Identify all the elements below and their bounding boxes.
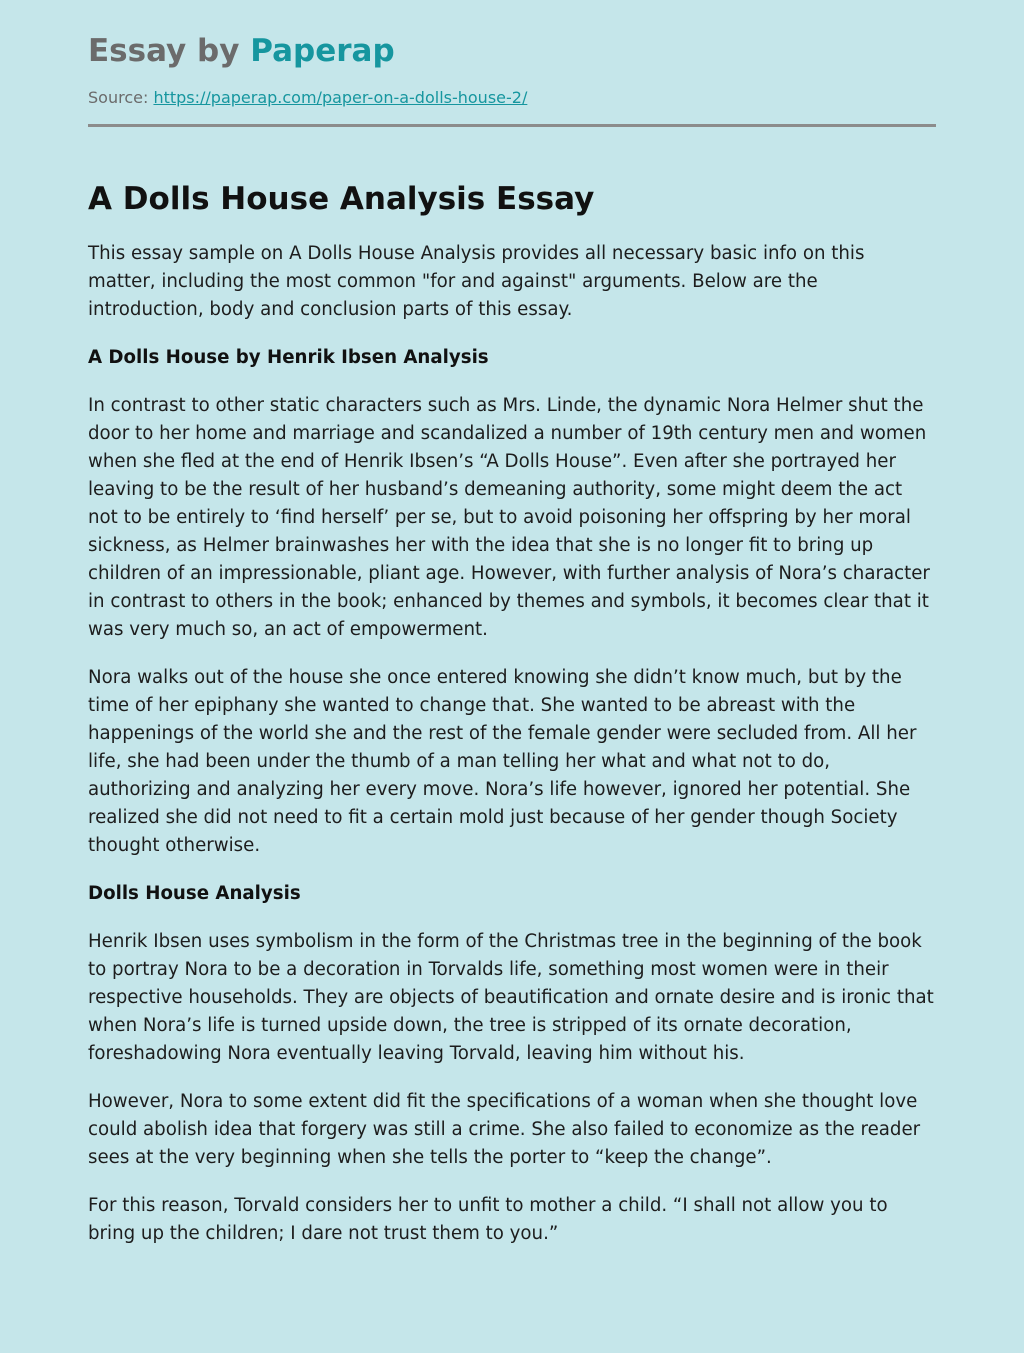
brand-name: Paperap [250,33,395,69]
source-line [88,87,936,109]
section-heading: A Dolls House by Henrik Ibsen Analysis [88,347,489,368]
body-paragraph: For this reason, Torvald considers her to unfit to mother a child. “I shall not allow you to bring up the children; I dare not trust them to you.” [88,1195,888,1244]
body-paragraph: Nora walks out of the house she once entered knowing she didn’t know much, but by the time of her epiphany she wanted to change that. She wanted to be abreast with the happenings of the world she and the rest of the female gender were secluded from. All her life, she had been under the thumb of a man telling her what and what not to do, authorizing and analyzing her every move. Nora’s life however, ignored her potential. She realized she did not need to fit a certain mold just because of her gender though Society thought otherwise. [88,667,917,856]
section-heading: Dolls House Analysis [88,883,301,904]
essay-body [88,240,936,1248]
brand-prefix: Essay by [88,33,251,69]
body-paragraph: In contrast to other static characters such as Mrs. Linde, the dynamic Nora Helmer shut the door to her home and marriage and scandalized a number of 19th century men and women when she fled at the end of Henrik Ibsen’s “A Dolls House”. Even after she portrayed her leaving to be the result of her husband’s demeaning authority, some might deem the act not to be entirely to ‘find herself’ per se, but to avoid poisoning her offspring by her moral sickness, as Helmer brainwashes her with the idea that she is no longer fit to bring up children of an impressionable, pliant age. However, with further analysis of Nora’s character in contrast to others in the book; enhanced by themes and symbols, it becomes clear that it was very much so, an act of empowerment. [88,395,930,640]
body-paragraph: However, Nora to some extent did fit the specifications of a woman when she thought love could abolish idea that forgery was still a crime. She also failed to economize as the reader sees at the very beginning when she tells the porter to “keep the change”. [88,1091,921,1168]
site-brand[interactable] [88,30,936,72]
essay-page [88,30,936,1268]
source-label: Source: [88,88,149,107]
body-paragraph: Henrik Ibsen uses symbolism in the form of the Christmas tree in the beginning of the book to portray Nora to be a decoration in Torvalds life, something most women were in their respective households. They are objects of beautification and ornate desire and is ironic that when Nora’s life is turned upside down, the tree is stripped of its ornate decoration, foreshadowing Nora eventually leaving Torvald, leaving him without his. [88,931,934,1064]
intro-paragraph: This essay sample on A Dolls House Analysis provides all necessary basic info on this matter, including the most common "for and against" arguments. Below are the introduction, body and conclusion parts of this essay. [88,243,865,320]
essay-title: A Dolls House Analysis Essay [88,181,595,217]
header-divider [88,124,936,127]
source-link[interactable]: https://paperap.com/paper-on-a-dolls-house-2/ [153,88,528,107]
